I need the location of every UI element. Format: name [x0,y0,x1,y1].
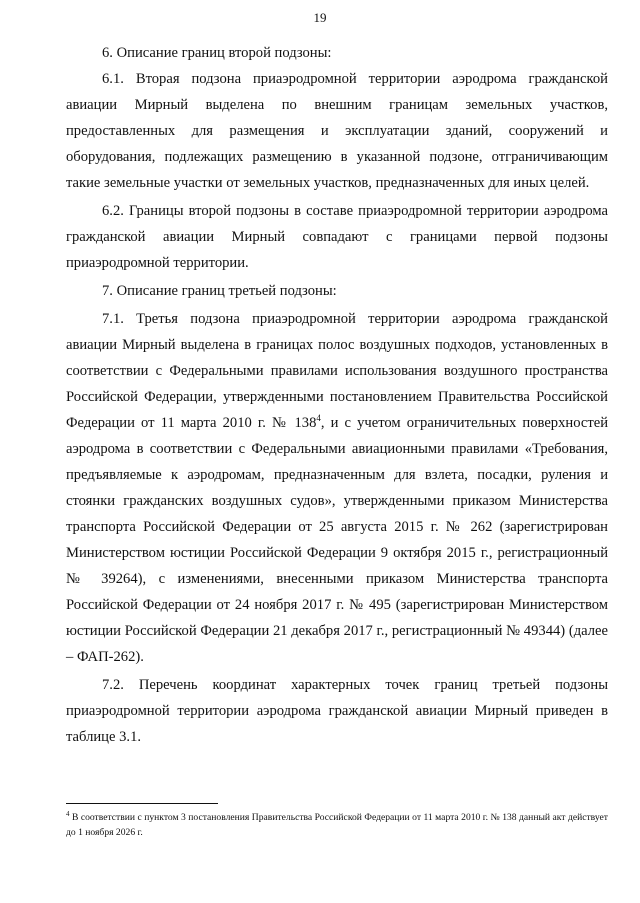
footnote-marker: 4 [66,809,70,818]
paragraph-6-1: 6.1. Вторая подзона приаэродромной территории аэродрома гражданской авиации Мирный выделена по внешним границам земельных участков, предоставленных для размещения и эксплуатации зданий, сооружений и оборудования, подлежащих размещению в указанной подзоне, отграничивающим такие земельные участки от земельных участков, предназначенных для иных целей. [66,71,608,191]
footnote-reference: 4 [316,413,321,424]
page-number: 19 [313,10,327,25]
paragraph-7-1-text-end: , и с учетом ограничительных поверхностей аэродрома в соответствии с Федеральными авиационными правилами «Требования, предъявляемые к аэродромам, предназначенным для взлета, посадки, руления и стоянки гражданских воздушных судов», утвержденными приказом Министерства транспорта Российской Федерации от 25 августа 2015 г. № 262 (зарегистрирован Министерством юстиции Российской Федерации 9 октября 2015 г., регистрационный № 39264), с изменениями, внесенными приказом Министерства транспорта Российской Федерации от 24 ноября 2017 г. № 495 (зарегистрирован Министерством юстиции Российской Федерации 21 декабря 2017 г., регистрационный № 49344) (далее – ФАП-262). [66,415,609,665]
footnote [66,810,608,840]
section-6-heading: 6. Описание границ второй подзоны: [102,45,332,61]
document-body [66,40,608,750]
section-7-heading: 7. Описание границ третьей подзоны: [102,283,337,299]
paragraph-6-2: 6.2. Границы второй подзоны в составе приаэродромной территории аэродрома гражданской авиации Мирный совпадают с границами первой подзоны приаэродромной территории. [66,203,608,271]
footnote-divider [66,803,218,804]
paragraph-7-1 [66,306,608,670]
paragraph-7-1-text-start: 7.1. Третья подзона приаэродромной территории аэродрома гражданской авиации Мирный выделена в границах полос воздушных подходов, установленных в соответствии с Федеральными правилами использования воздушного пространства Российской Федерации, утвержденными постановлением Правительства Российской Федерации от 11 марта 2010 г. № 138 [66,311,608,431]
footnote-text: В соответствии с пунктом 3 постановления Правительства Российской Федерации от 11 марта 2010 г. № 138 данный акт действует до 1 ноября 2026 г. [66,812,608,838]
paragraph-7-2: 7.2. Перечень координат характерных точек границ третьей подзоны приаэродромной территории аэродрома гражданской авиации Мирный приведен в таблице 3.1. [66,677,608,745]
